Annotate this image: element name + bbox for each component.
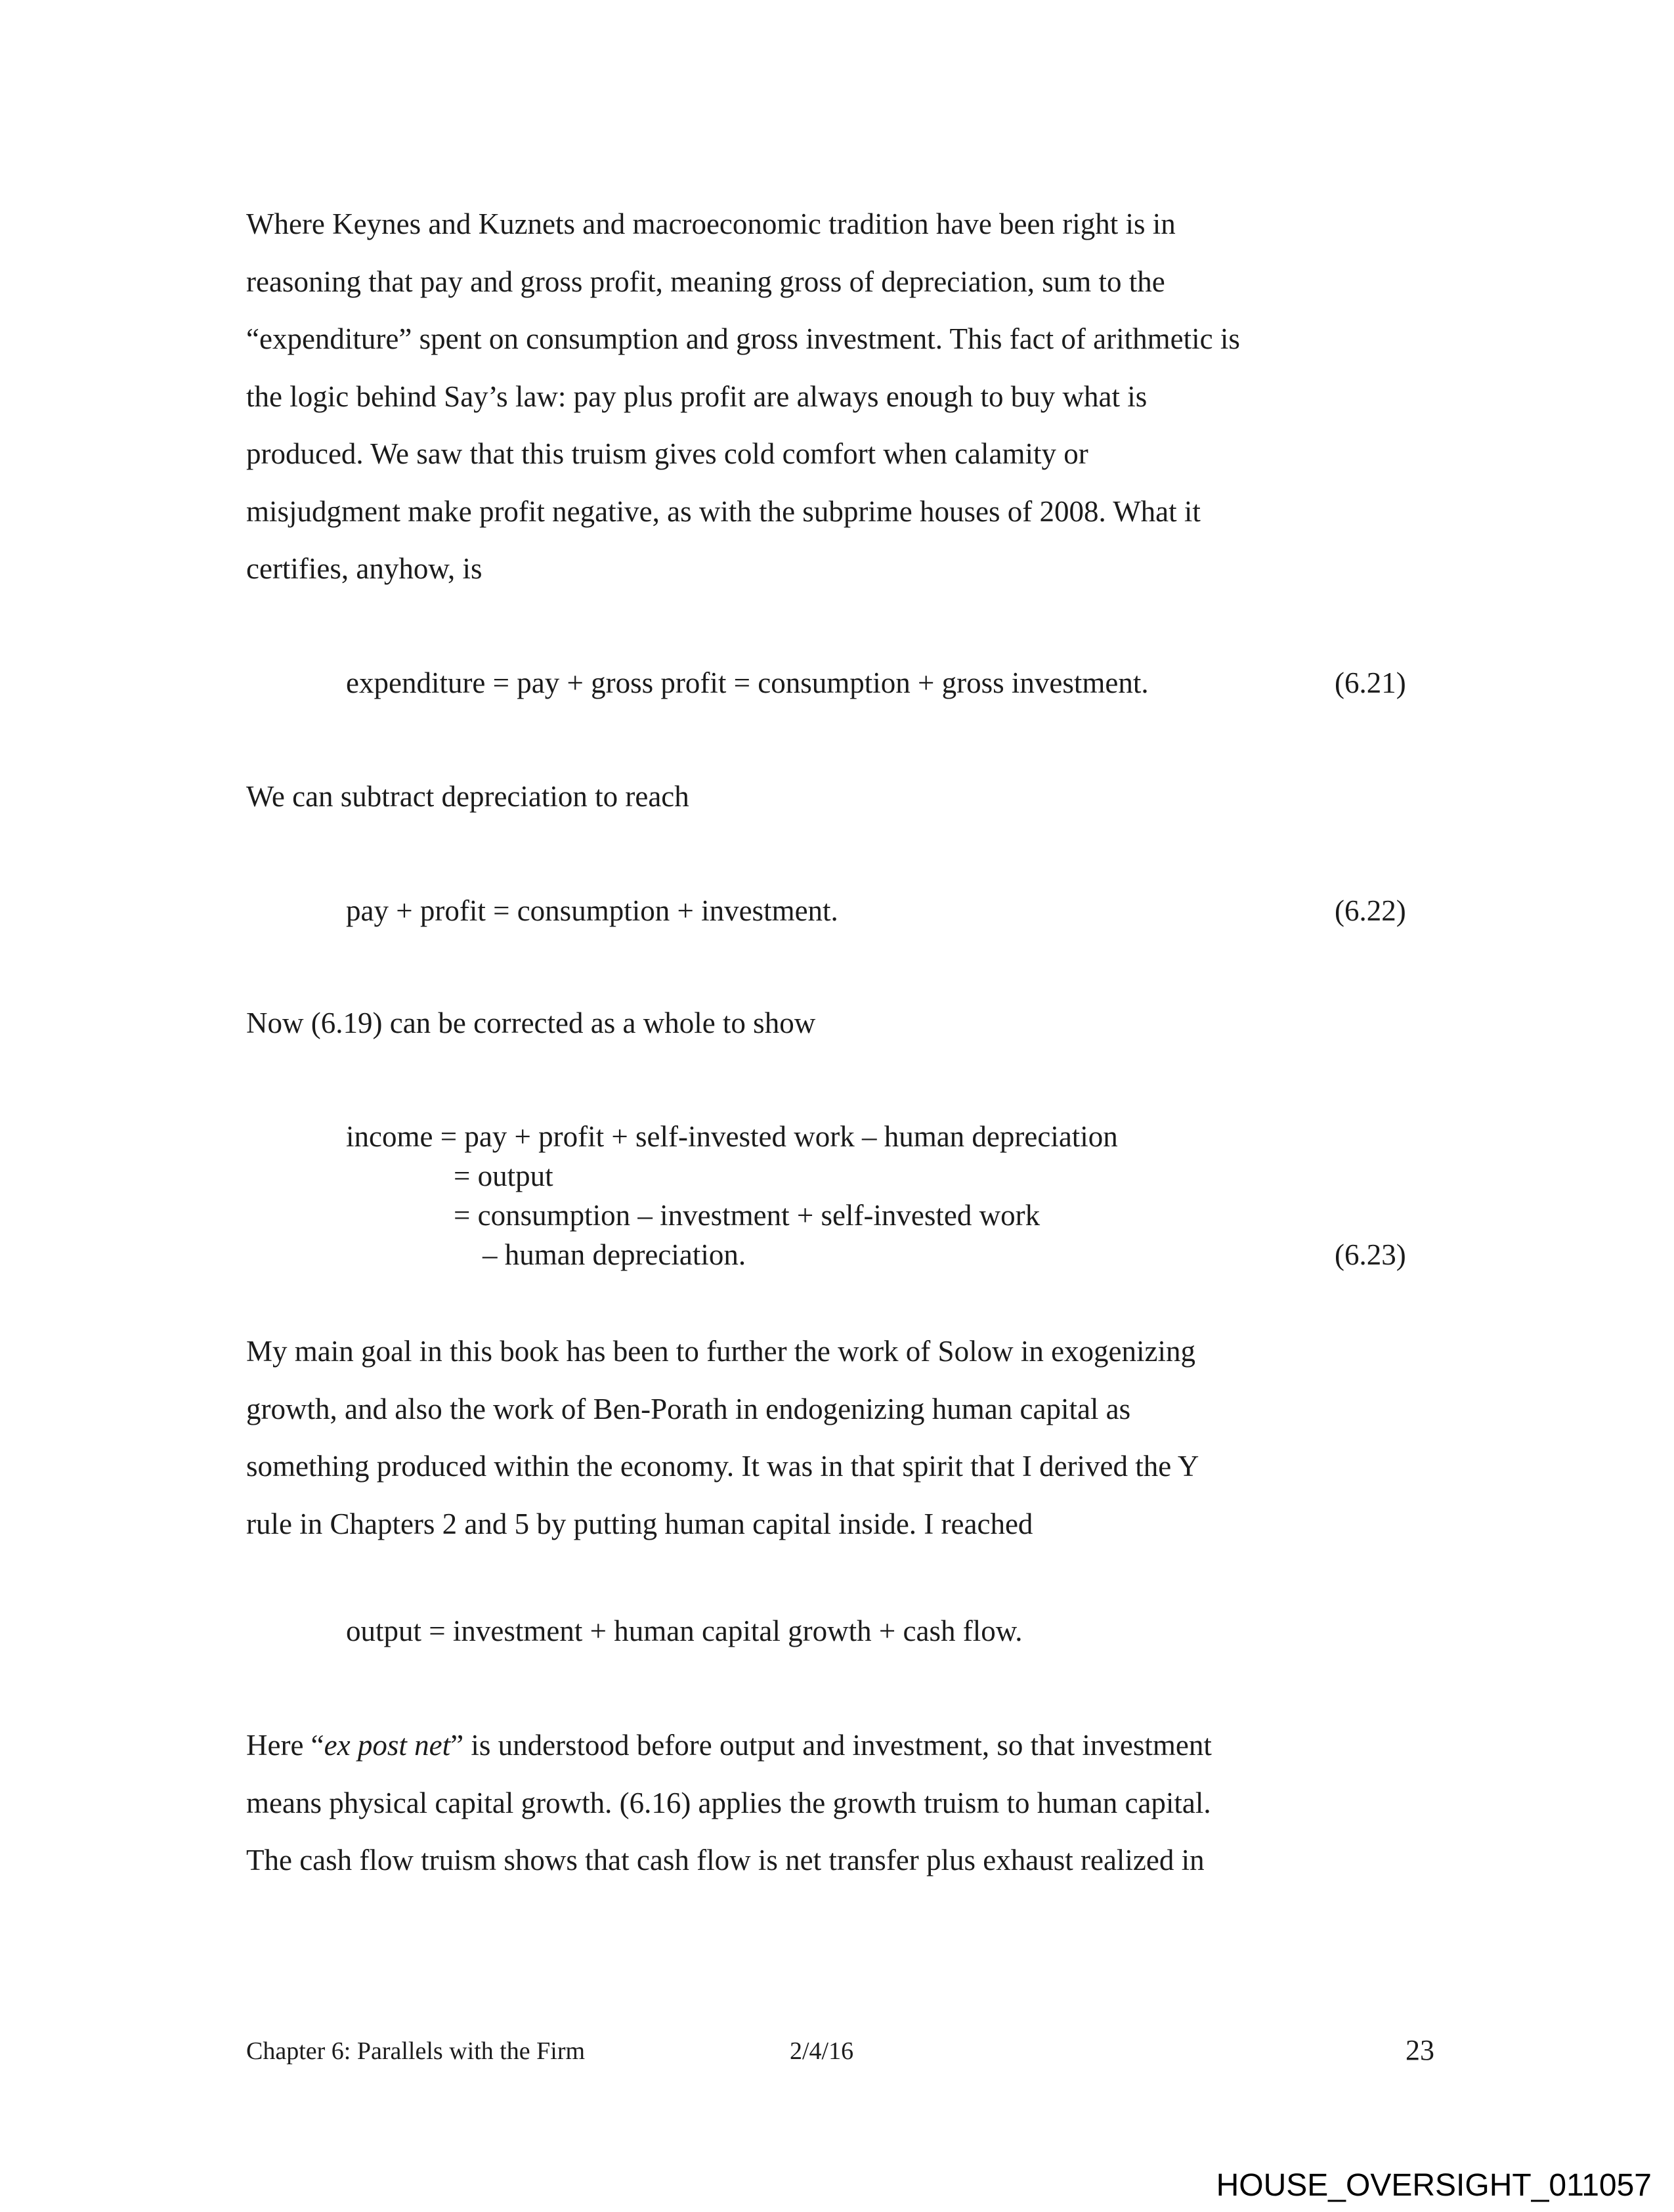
- paragraph-keynes-kuznets: [246, 196, 1240, 598]
- equation-output-rule: output = investment + human capital growth + cash flow.: [346, 1615, 1023, 1647]
- text-line: Now (6.19) can be corrected as a whole to show: [246, 1007, 816, 1039]
- paragraph-rest-lines: [246, 1775, 1212, 1890]
- footer-date: 2/4/16: [790, 2037, 854, 2065]
- equation-6-23-number: (6.23): [1335, 1238, 1406, 1271]
- text-line: the logic behind Say’s law: pay plus profit are always enough to buy what is: [246, 380, 1148, 413]
- bates-stamp: HOUSE_OVERSIGHT_011057: [1216, 2168, 1652, 2203]
- text-line: means physical capital growth. (6.16) applies the growth truism to human capital.: [246, 1786, 1211, 1819]
- equation-6-23-line-1: income = pay + profit + self-invested work – human depreciation: [346, 1120, 1118, 1153]
- equation-6-21-number: (6.21): [1335, 666, 1406, 699]
- text-line: The cash flow truism shows that cash flow is net transfer plus exhaust realized in: [246, 1844, 1205, 1876]
- text-line: reasoning that pay and gross profit, meaning gross of depreciation, sum to the: [246, 265, 1165, 298]
- text-line: [246, 1717, 1212, 1775]
- footer-chapter-title: Chapter 6: Parallels with the Firm: [246, 2037, 586, 2065]
- text-segment: Here “: [246, 1729, 324, 1762]
- text-line: Where Keynes and Kuznets and macroeconomic tradition have been right is in: [246, 207, 1176, 240]
- text-line: produced. We saw that this truism gives cold comfort when calamity or: [246, 437, 1088, 470]
- text-line: certifies, anyhow, is: [246, 552, 483, 585]
- equation-6-23-line-2: = output: [454, 1160, 553, 1192]
- paragraph-subtract-depreciation: [246, 768, 689, 826]
- equation-6-22-number: (6.22): [1335, 894, 1406, 927]
- paragraph-main-goal: [246, 1323, 1199, 1553]
- equation-6-23-line-3: = consumption – investment + self-invested work: [454, 1199, 1041, 1232]
- text-line: misjudgment make profit negative, as with the subprime houses of 2008. What it: [246, 494, 1201, 528]
- text-segment: ” is understood before output and investment, so that investment: [450, 1729, 1212, 1762]
- equation-6-23-line-4: – human depreciation.: [483, 1238, 746, 1271]
- text-line: growth, and also the work of Ben-Porath in endogenizing human capital as: [246, 1392, 1131, 1425]
- text-line: “expenditure” spent on consumption and gross investment. This fact of arithmetic is: [246, 322, 1240, 355]
- paragraph-now-corrected: [246, 995, 815, 1052]
- italic-phrase-ex-post-net: ex post net: [324, 1729, 451, 1762]
- text-line: We can subtract depreciation to reach: [246, 780, 689, 813]
- paragraph-ex-post-net: [246, 1717, 1212, 1890]
- text-line: something produced within the economy. It was in that spirit that I derived the Y: [246, 1450, 1199, 1483]
- equation-6-22: pay + profit = consumption + investment.: [346, 894, 838, 927]
- text-line: rule in Chapters 2 and 5 by putting human capital inside. I reached: [246, 1507, 1033, 1540]
- text-line: My main goal in this book has been to further the work of Solow in exogenizing: [246, 1335, 1195, 1368]
- page-number: 23: [1406, 2034, 1434, 2066]
- equation-6-21: expenditure = pay + gross profit = consumption + gross investment.: [346, 666, 1149, 699]
